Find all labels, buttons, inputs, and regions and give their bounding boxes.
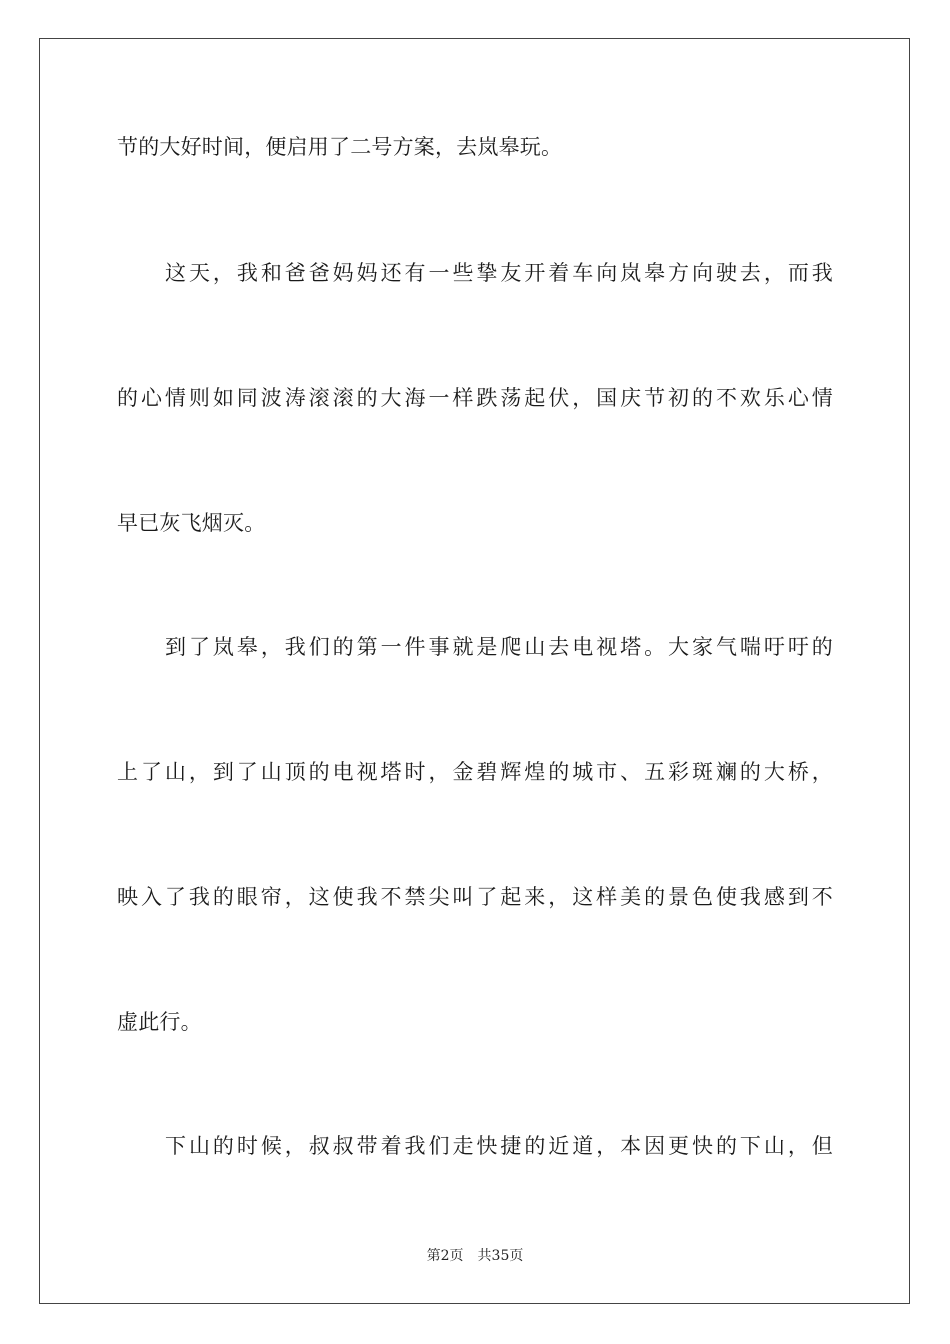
text-line-9: 下山的时候，叔叔带着我们走快捷的近道，本因更快的下山，但 xyxy=(165,1134,833,1158)
text-line-2: 这天，我和爸爸妈妈还有一些挚友开着车向岚皋方向驶去，而我 xyxy=(165,261,833,285)
page-number: 第2页 xyxy=(426,1248,464,1264)
text-line-6: 上了山，到了山顶的电视塔时，金碧辉煌的城市、五彩斑斓的大桥， xyxy=(117,760,833,784)
text-line-7: 映入了我的眼帘，这使我不禁尖叫了起来，这样美的景色使我感到不 xyxy=(117,885,833,909)
page-total: 共35页 xyxy=(477,1248,524,1264)
text-line-8: 虚此行。 xyxy=(117,1010,202,1034)
text-line-3: 的心情则如同波涛滚滚的大海一样跌荡起伏，国庆节初的不欢乐心情 xyxy=(117,386,833,410)
page-border xyxy=(39,38,910,1304)
text-line-1: 节的大好时间，便启用了二号方案，去岚皋玩。 xyxy=(117,135,563,159)
text-line-5: 到了岚皋，我们的第一件事就是爬山去电视塔。大家气喘吁吁的 xyxy=(165,635,833,659)
text-line-4: 早已灰飞烟灭。 xyxy=(117,511,266,535)
page-footer xyxy=(0,1247,950,1265)
